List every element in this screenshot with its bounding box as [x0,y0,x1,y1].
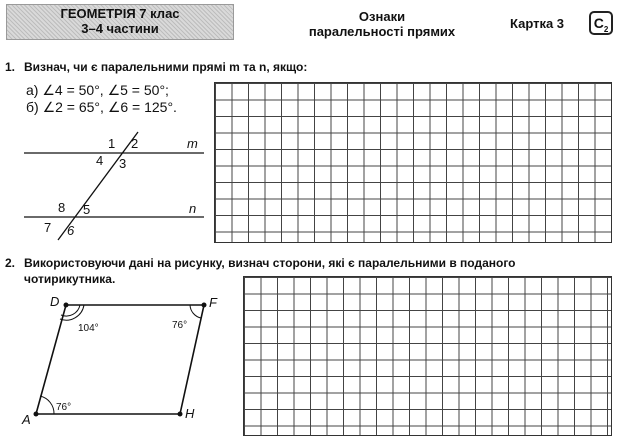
angle-label-5: 5 [83,202,91,217]
card-code-letter: C [593,15,604,31]
task1-condition-b: б) ∠2 = 65°, ∠6 = 125°. [26,99,177,115]
angle-label-3: 3 [119,156,127,171]
task2-text-line-2: чотирикутника. [24,272,116,286]
vertex-label-d: D [50,294,60,309]
vertex-dot-h [178,412,183,417]
angle-value-a: 76° [56,402,72,413]
angle-label-2: 2 [131,136,139,151]
angle-value-f: 76° [172,320,188,331]
topic-line-2: паралельності прямих [308,24,456,39]
line-label-m: m [187,136,198,151]
angle-label-6: 6 [67,223,75,238]
angle-label-8: 8 [58,200,66,215]
vertex-dot-f [202,303,207,308]
vertex-dot-a [34,412,39,417]
vertex-dot-d [64,303,69,308]
task2-answer-grid[interactable] [243,276,612,436]
line-label-n: n [189,201,197,216]
card-code-sub: 2 [603,24,609,34]
task2-number: 2. [5,256,16,270]
task1-text: Визнач, чи є паралельними прямі m та n, якщо: [24,60,308,74]
task2-text-line-1: Використовуючи дані на рисунку, визнач сторони, які є паралельними в поданого [24,256,516,270]
arc-angle-f [190,305,201,318]
angle-value-d: 104° [78,323,99,334]
subject-line-2: 3–4 частини [81,21,159,36]
vertex-label-h: H [185,406,195,421]
arc-angle-a [40,396,54,414]
subject-line-1: ГЕОМЕТРІЯ 7 клас [60,6,180,21]
angle-label-4: 4 [96,153,104,168]
vertex-label-a: A [22,412,31,427]
vertex-label-f: F [209,295,217,310]
task1-number: 1. [5,60,16,74]
angle-label-7: 7 [44,220,52,235]
task1-condition-a: а) ∠4 = 50°, ∠5 = 50°; [26,82,169,98]
card-label: Картка 3 [510,16,565,31]
angle-label-1: 1 [108,136,116,151]
topic-line-1: Ознаки [358,9,406,24]
